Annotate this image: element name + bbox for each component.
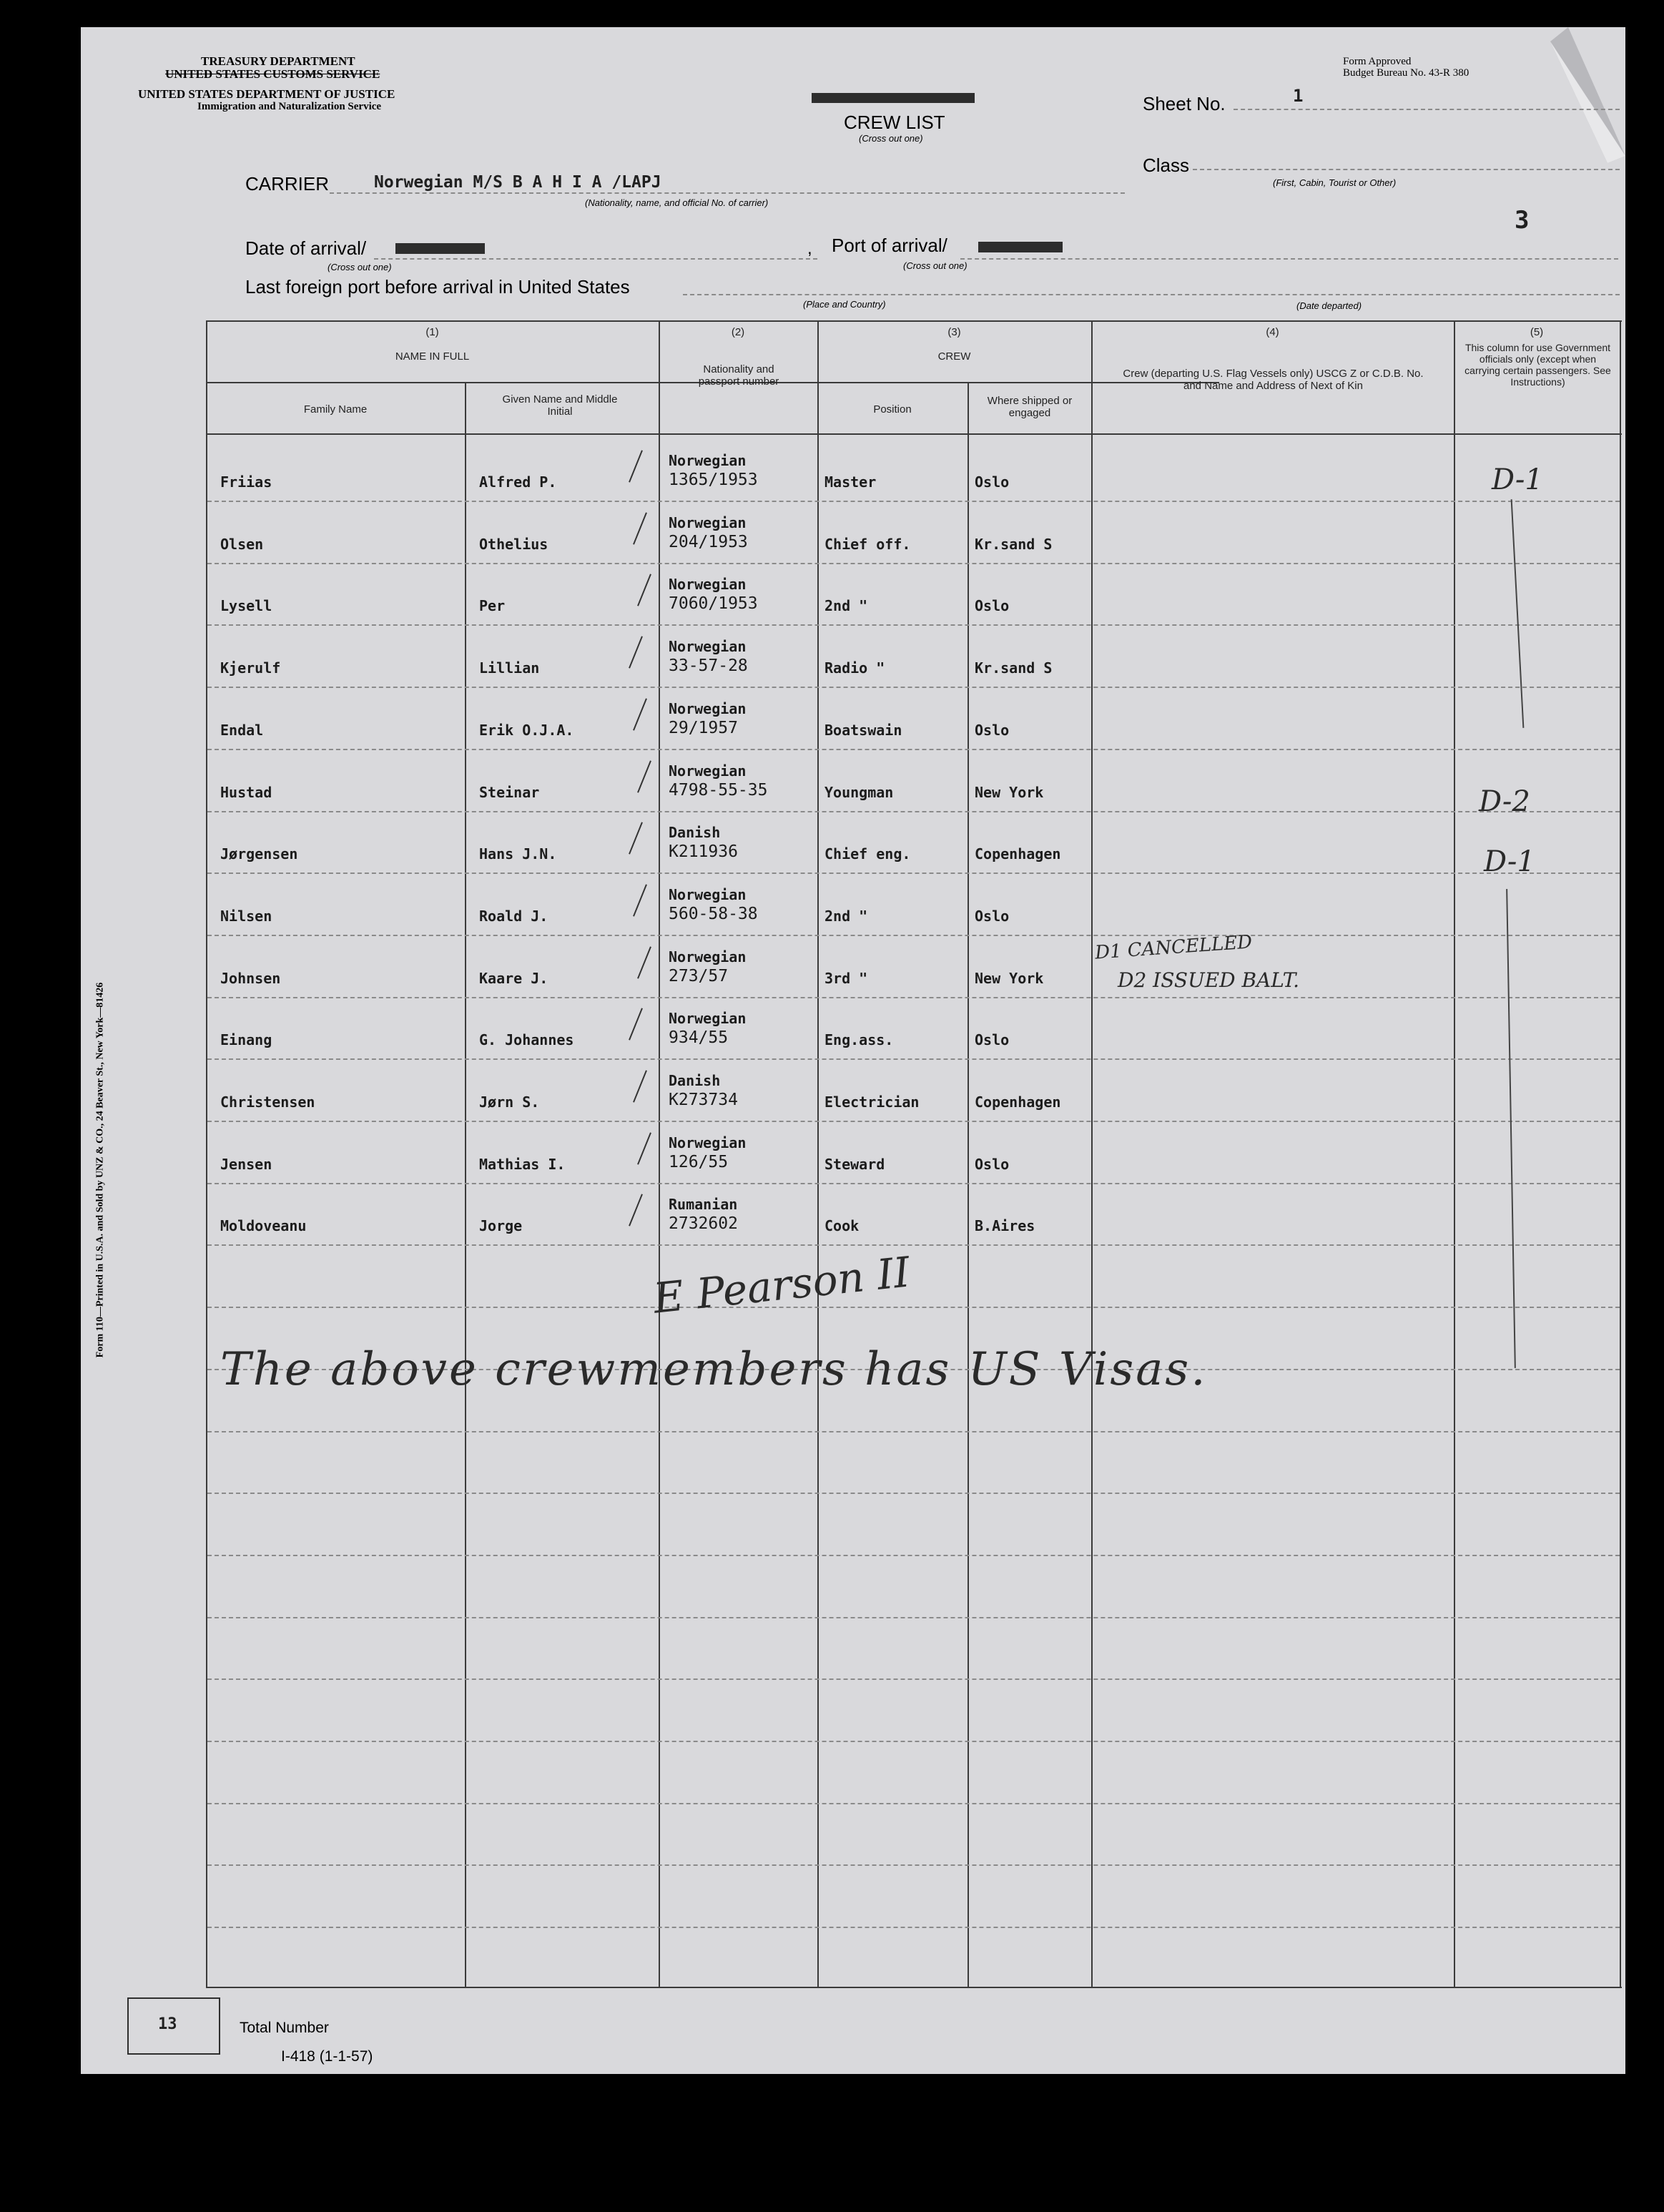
family-name: Johnsen	[220, 970, 281, 987]
check-tick	[633, 1070, 647, 1102]
given-name: Mathias I.	[479, 1156, 566, 1173]
date-crossed-bar	[395, 243, 485, 254]
position: Eng.ass.	[824, 1031, 894, 1048]
passport-number: 2732602	[669, 1214, 738, 1233]
row-rule	[207, 811, 1620, 812]
crew-list-form: TREASURY DEPARTMENT UNITED STATES CUSTOMS SERVICE UNITED STATES DEPARTMENT OF JUSTICE Immigration and Naturalization Service Form Approved Budget Bureau No. 43-R 380 CREW LIST (Cross out one) Sheet No. 1 Class (First, Cabin, Tourist or Other) 3 CARRIER Norwegian M/S B A H I A /LAPJ (Nationality, name, and official No. of carrier) Date of arrival/ (Cross out one) , Port of arrival/ (Cross out one) Last foreign port before arrival in United States (Place and Country) (Date departed) (1) NAME IN FULL Family Name Given Name and Middle Initial (2) Nationality and passport number (3) CREW Position Where shipped or engaged (4) Crew (departing U.S. Flag Vessels only) USCG Z or C.D.B. No. and Name and Address of Next of Kin (5) This column for use Government officials only (except when carrying certain passengers. See Instructions) Friias Alfred P. Norwegian 1365/1953 Master Oslo Olsen Othelius Norwegian 204/1953 Chief off. Kr.sand S Lysell Per Norwegian 7060/1953 2nd " Oslo Kjerulf Lillian Norwegian 33-57-28 Radio " Kr.sand S Endal Erik O.J.A. Norwegian 29/1957 Boatswain Oslo Hustad Steinar Norwegian 4798-55-35 Youngman New York Jørgensen Hans J.N. Danish K211936 Chief eng. Copenhagen Nilsen Roald J. Norwegian 560-58-38 2nd " Oslo Johnsen Kaare J. Norwegian 273/57 3rd " New York Einang G. Johannes Norwegian 934/55 Eng.ass. Oslo Christensen Jørn S. Danish K273734 Electrician Copenhagen Jensen Mathias I. Norwegian 126/55 Steward Oslo Moldoveanu Jorge Rumanian 2732602 Cook B.Aires D-1 D-2 D-1 D1 CANCELLED D2 ISSUED BALT. E Pearson II The above crewmembers has US Visas. 13 Total Number I-418 (1-1-57) Form 110—Printed in U.S.A. and Sold by UNZ & CO., 24 Beaver St., New York—81426	[81, 27, 1625, 2074]
position: Steward	[824, 1156, 885, 1173]
date-hint: (Cross out one)	[328, 262, 392, 272]
nationality: Norwegian	[669, 886, 747, 903]
where-shipped: Oslo	[975, 597, 1010, 614]
ins-service: Immigration and Naturalization Service	[197, 101, 382, 112]
officer-signature: E Pearson II	[651, 1247, 912, 1323]
check-tick	[629, 822, 643, 854]
title-crossed-bar	[812, 93, 975, 103]
nationality: Norwegian	[669, 514, 747, 531]
row-rule	[207, 1555, 1620, 1556]
total-label: Total Number	[240, 2020, 329, 2036]
treasury-dept: TREASURY DEPARTMENT	[201, 54, 355, 68]
sheet-label: Sheet No.	[1143, 93, 1226, 114]
check-tick	[633, 884, 647, 916]
budget-bureau: Budget Bureau No. 43-R 380	[1343, 67, 1469, 79]
row-rule	[207, 1927, 1620, 1928]
where-shipped: Oslo	[975, 1031, 1010, 1048]
nationality: Norwegian	[669, 1010, 747, 1027]
date-arrival-label: Date of arrival/	[245, 237, 367, 259]
family-name: Lysell	[220, 597, 272, 614]
row-rule	[207, 749, 1620, 750]
where-shipped: Oslo	[975, 722, 1010, 739]
carrier-hint: (Nationality, name, and official No. of carrier)	[585, 197, 769, 208]
family-name: Friias	[220, 473, 272, 491]
check-tick	[629, 450, 643, 482]
note-issued: D2 ISSUED BALT.	[1118, 968, 1300, 992]
col1-title: NAME IN FULL	[395, 350, 470, 363]
sheet-number: 1	[1293, 86, 1304, 106]
d2-mark: D-2	[1479, 785, 1530, 818]
given-name: Erik O.J.A.	[479, 722, 574, 739]
passport-number: 126/55	[669, 1153, 729, 1171]
passport-number: 934/55	[669, 1028, 729, 1047]
where-shipped: New York	[975, 784, 1044, 801]
row-rule	[207, 1493, 1620, 1494]
given-name: Jørn S.	[479, 1093, 540, 1111]
passport-number: 273/57	[669, 967, 729, 985]
position: Youngman	[824, 784, 894, 801]
row-rule	[207, 1678, 1620, 1680]
shipped-header: Where shipped or engaged	[987, 395, 1073, 419]
carrier-label: CARRIER	[245, 173, 330, 195]
family-name: Endal	[220, 722, 264, 739]
passport-number: K211936	[669, 842, 738, 861]
nationality: Norwegian	[669, 762, 747, 780]
position-header: Position	[873, 403, 912, 416]
family-name: Hustad	[220, 784, 272, 801]
given-name: Roald J.	[479, 908, 548, 925]
given-name: Lillian	[479, 659, 540, 677]
row-rule	[207, 1244, 1620, 1246]
where-shipped: Copenhagen	[975, 1093, 1061, 1111]
given-name: Per	[479, 597, 506, 614]
position: Chief off.	[824, 536, 911, 553]
where-shipped: Kr.sand S	[975, 659, 1053, 677]
form-approved: Form Approved	[1343, 56, 1412, 67]
row-rule	[207, 624, 1620, 626]
col2-number: (2)	[731, 326, 745, 338]
where-shipped: Oslo	[975, 473, 1010, 491]
d1-mark: D-1	[1492, 463, 1543, 496]
passport-number: 560-58-38	[669, 905, 758, 923]
visa-remark: The above crewmembers has US Visas.	[220, 1343, 1208, 1396]
class-hint: (First, Cabin, Tourist or Other)	[1273, 177, 1397, 188]
nationality: Rumanian	[669, 1196, 738, 1213]
given-name: Hans J.N.	[479, 845, 557, 862]
row-rule	[207, 1431, 1620, 1432]
check-tick	[629, 636, 643, 668]
where-shipped: Kr.sand S	[975, 536, 1053, 553]
row-rule	[207, 1617, 1620, 1618]
col3-title: CREW	[937, 350, 971, 363]
port-hint: (Cross out one)	[903, 260, 968, 271]
family-name: Moldoveanu	[220, 1217, 307, 1234]
row-rule	[207, 935, 1620, 936]
where-shipped: Oslo	[975, 908, 1010, 925]
row-rule	[207, 1058, 1620, 1060]
position: Electrician	[824, 1093, 920, 1111]
check-tick	[637, 760, 651, 792]
row-rule	[207, 1121, 1620, 1122]
col2-title: Nationality and passport number	[698, 363, 779, 388]
place-hint: (Place and Country)	[803, 299, 886, 310]
check-tick	[629, 1194, 643, 1226]
position: Cook	[824, 1217, 860, 1234]
position: 3rd "	[824, 970, 868, 987]
family-name: Jørgensen	[220, 845, 298, 862]
row-rule	[207, 1803, 1620, 1804]
class-label: Class	[1143, 154, 1190, 176]
check-tick	[633, 698, 647, 730]
row-rule	[207, 1183, 1620, 1184]
folded-corner	[1550, 27, 1625, 163]
note-cancelled: D1 CANCELLED	[1094, 931, 1254, 964]
nationality: Norwegian	[669, 638, 747, 655]
col4-title: Crew (departing U.S. Flag Vessels only) USCG Z or C.D.B. No. and Name and Address of Next of Kin	[1123, 368, 1424, 392]
position: Boatswain	[824, 722, 902, 739]
where-shipped: Oslo	[975, 1156, 1010, 1173]
col1-number: (1)	[425, 326, 439, 338]
col3-number: (3)	[947, 326, 961, 338]
carrier-value: Norwegian M/S B A H I A /LAPJ	[374, 173, 661, 192]
given-name: G. Johannes	[479, 1031, 574, 1048]
passport-number: 7060/1953	[669, 594, 758, 613]
given-name: Alfred P.	[479, 473, 557, 491]
given-name: Steinar	[479, 784, 540, 801]
check-tick	[637, 946, 651, 978]
where-shipped: B.Aires	[975, 1217, 1035, 1234]
d1-bracket-line	[1511, 499, 1525, 728]
class-mark: 3	[1515, 206, 1530, 235]
family-name-header: Family Name	[303, 403, 368, 416]
cross-out-note: (Cross out one)	[859, 133, 923, 144]
passport-number: 204/1953	[669, 533, 748, 551]
d3-bracket-line	[1506, 889, 1516, 1368]
total-value: 13	[158, 2015, 177, 2033]
position: 2nd "	[824, 908, 868, 925]
position: 2nd "	[824, 597, 868, 614]
port-crossed-bar	[978, 242, 1063, 252]
passport-number: 1365/1953	[669, 471, 758, 489]
d3-mark: D-1	[1484, 845, 1535, 878]
where-shipped: New York	[975, 970, 1044, 987]
row-rule	[207, 1307, 1620, 1308]
family-name: Kjerulf	[220, 659, 281, 677]
row-rule	[207, 687, 1620, 688]
family-name: Nilsen	[220, 908, 272, 925]
position: Master	[824, 473, 877, 491]
row-rule	[207, 501, 1620, 502]
family-name: Christensen	[220, 1093, 315, 1111]
nationality: Norwegian	[669, 1134, 747, 1151]
where-shipped: Copenhagen	[975, 845, 1061, 862]
passport-number: 33-57-28	[669, 657, 748, 675]
justice-dept: UNITED STATES DEPARTMENT OF JUSTICE	[138, 87, 395, 101]
date-departed-hint: (Date departed)	[1296, 300, 1362, 311]
form-title: CREW LIST	[844, 112, 945, 133]
col4-number: (4)	[1266, 326, 1279, 338]
nationality: Danish	[669, 1072, 721, 1089]
family-name: Einang	[220, 1031, 272, 1048]
family-name: Olsen	[220, 536, 264, 553]
family-name: Jensen	[220, 1156, 272, 1173]
customs-service: UNITED STATES CUSTOMS SERVICE	[165, 67, 380, 81]
nationality: Norwegian	[669, 576, 747, 593]
last-port-label: Last foreign port before arrival in United States	[245, 276, 630, 298]
position: Radio "	[824, 659, 885, 677]
check-tick	[633, 512, 647, 544]
nationality: Danish	[669, 824, 721, 841]
form-code: I-418 (1-1-57)	[281, 2048, 373, 2065]
row-rule	[207, 1864, 1620, 1866]
check-tick	[637, 574, 651, 606]
side-printer-text: Form 110—Printed in U.S.A. and Sold by UNZ & CO., 24 Beaver St., New York—81426	[94, 982, 106, 1358]
given-name-header: Given Name and Middle Initial	[502, 393, 618, 418]
passport-number: 4798-55-35	[669, 781, 768, 800]
row-rule	[207, 563, 1620, 564]
passport-number: 29/1957	[669, 719, 738, 737]
port-arrival-label: Port of arrival/	[832, 235, 947, 256]
row-rule	[207, 872, 1620, 874]
nationality: Norwegian	[669, 948, 747, 965]
nationality: Norwegian	[669, 700, 747, 717]
row-rule	[207, 1741, 1620, 1742]
position: Chief eng.	[824, 845, 911, 862]
nationality: Norwegian	[669, 452, 747, 469]
col5-number: (5)	[1530, 326, 1544, 338]
row-rule	[207, 997, 1620, 998]
passport-number: K273734	[669, 1091, 738, 1109]
check-tick	[637, 1132, 651, 1164]
given-name: Kaare J.	[479, 970, 548, 987]
col5-title: This column for use Government officials only (except when carrying certain passengers. See Instructions)	[1464, 342, 1611, 388]
check-tick	[629, 1008, 643, 1040]
given-name: Othelius	[479, 536, 548, 553]
given-name: Jorge	[479, 1217, 523, 1234]
